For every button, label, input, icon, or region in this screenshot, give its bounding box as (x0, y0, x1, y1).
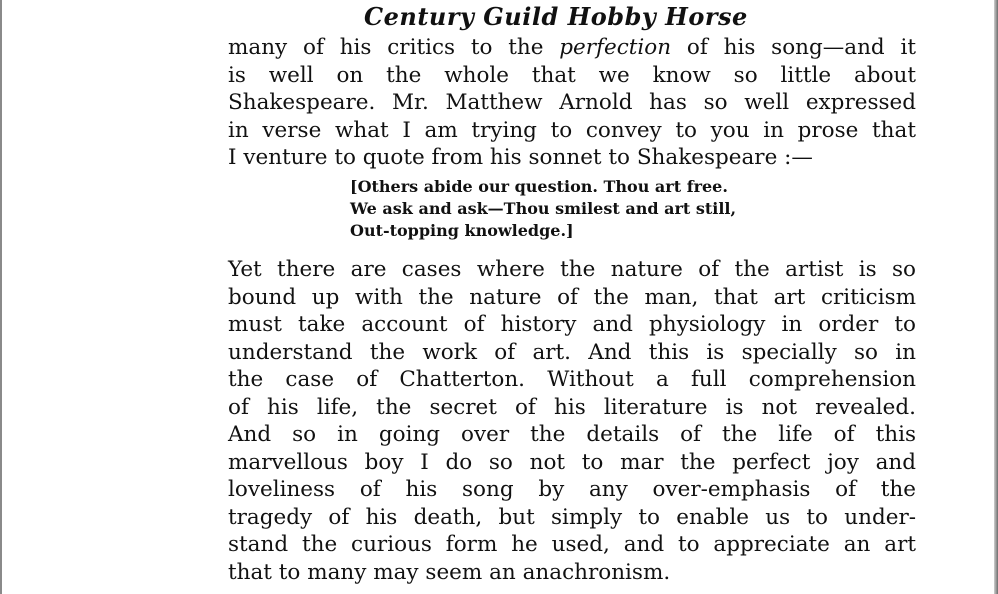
text-line: that to many may seem an anachronism. (228, 559, 671, 585)
text-line: marvellous boy I do so not to mar the perfect joy and (228, 449, 916, 475)
text-line: Shakespeare. Mr. Matthew Arnold has so well expressed (228, 90, 916, 115)
running-header: Century Guild Hobby Horse (364, 2, 748, 31)
paragraph-chatterton (228, 256, 916, 586)
text-line: stand the curious form he used, and to appreciate an art (228, 532, 916, 557)
emphasis: perfection (559, 35, 672, 60)
text-line: And so in going over the details of the life of this (228, 422, 916, 447)
text-line: is well on the whole that we know so little about (228, 62, 916, 88)
text-line: the case of Chatterton. Without a full comprehension (228, 367, 916, 392)
text-line: tragedy of his death, but simply to enable us to under- (228, 504, 916, 530)
paragraph-intro (228, 34, 916, 172)
text-line: bound up with the nature of the man, that art criticism (228, 284, 916, 310)
left-border (0, 0, 2, 594)
text-line: of his life, the secret of his literature is not revealed. (228, 394, 916, 420)
text-line: must take account of history and physiology in order to (228, 312, 916, 337)
text-line: many of his critics to the perfection of his song—and it (228, 35, 916, 60)
quote-line: [Others abide our question. Thou art free. (350, 177, 728, 196)
text-line: I venture to quote from his sonnet to Shakespeare :— (228, 145, 813, 170)
text-line: understand the work of art. And this is specially so in (228, 339, 916, 365)
text-line: in verse what I am trying to convey to you in prose that (228, 117, 916, 143)
right-border (994, 0, 998, 594)
text-line: Yet there are cases where the nature of the artist is so (228, 257, 916, 282)
text-line: loveliness of his song by any over-emphasis of the (228, 477, 916, 502)
quote-line: Out-topping knowledge.] (350, 221, 574, 240)
quote-line: We ask and ask—Thou smilest and art still, (350, 199, 737, 218)
sonnet-quote (350, 176, 810, 242)
